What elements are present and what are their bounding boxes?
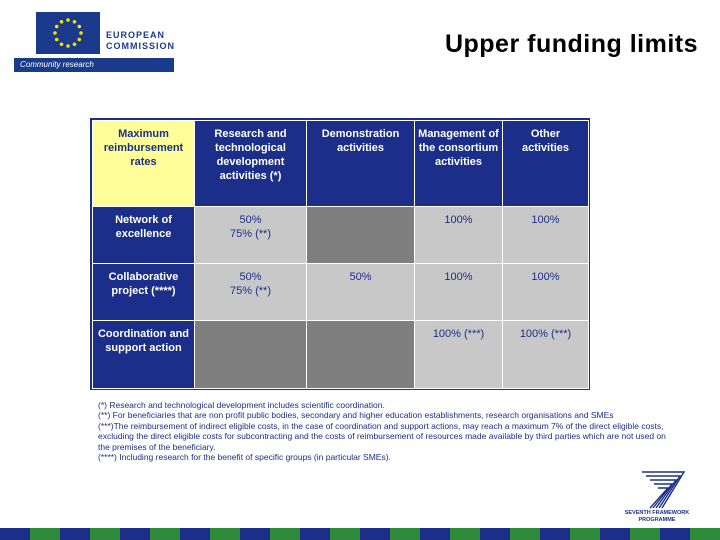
- table-corner-header: Maximum reimbursement rates: [93, 121, 195, 207]
- slide-title: Upper funding limits: [444, 30, 698, 58]
- footer-stripe: [660, 528, 690, 540]
- footer-stripe: [150, 528, 180, 540]
- eu-star-icon: [53, 31, 57, 35]
- table-cell: 50%: [307, 264, 415, 321]
- footnote: (**) For beneficiaries that are non profit public bodies, secondary and higher education establishments, research organisations and SMEs: [98, 410, 614, 421]
- footer-stripe: [450, 528, 480, 540]
- table-cell: 100%: [415, 264, 503, 321]
- table-cell: 100%: [503, 207, 589, 264]
- eu-star-icon: [55, 38, 59, 42]
- footer-stripe: [60, 528, 90, 540]
- column-header-demonstration: Demonstration activities: [307, 121, 415, 207]
- row-header-collaborative-project: Collaborative project (****): [93, 264, 195, 321]
- eu-star-icon: [66, 44, 70, 48]
- footer-stripe: [90, 528, 120, 540]
- eu-star-icon: [77, 38, 81, 42]
- eu-star-icon: [79, 31, 83, 35]
- eu-flag-icon: [36, 12, 100, 54]
- table-cell: 50% 75% (**): [195, 264, 307, 321]
- table-cell: 100% (***): [415, 321, 503, 389]
- column-header-other: Other activities: [503, 121, 589, 207]
- footer-stripe: [600, 528, 630, 540]
- footer-stripe: [540, 528, 570, 540]
- footer-stripe: [360, 528, 390, 540]
- footer-stripe: [0, 528, 30, 540]
- footer-stripe: [330, 528, 360, 540]
- footnote: (*) Research and technological development includes scientific coordination.: [98, 400, 385, 410]
- table-cell: 50% 75% (**): [195, 207, 307, 264]
- table-cell-empty: [307, 207, 415, 264]
- footer-stripe: [210, 528, 240, 540]
- logo-strip-community-research: Community research: [14, 58, 174, 72]
- table-cell-empty: [195, 321, 307, 389]
- column-header-rtd: Research and technological development activities (*): [195, 121, 307, 207]
- logo-text-commission: COMMISSION: [106, 41, 176, 51]
- footer-stripe: [240, 528, 270, 540]
- footer-stripe: [510, 528, 540, 540]
- footer-stripe: [570, 528, 600, 540]
- table-cell: 100%: [503, 264, 589, 321]
- eu-star-icon: [60, 42, 64, 46]
- footer-stripe: [390, 528, 420, 540]
- footer-stripe: [420, 528, 450, 540]
- funding-limits-table: [90, 118, 590, 390]
- footer-stripe: [630, 528, 660, 540]
- footnote: (***)The reimbursement of indirect eligible costs, in the case of coordination and support actions, may reach a maximum 7% of the direct eligible costs, excluding the direct eligible costs for subcontracting and the costs of reimbursement of resources made available by third parties which are not used on the premises of the beneficiary.: [98, 420, 666, 452]
- table-cell: 100% (***): [503, 321, 589, 389]
- eu-star-icon: [73, 42, 77, 46]
- footer-stripe: [120, 528, 150, 540]
- footer-stripe: [690, 528, 720, 540]
- fp7-seven-icon: [622, 466, 692, 510]
- footer-stripe: [480, 528, 510, 540]
- row-header-coordination-support: Coordination and support action: [93, 321, 195, 389]
- table-cell: 100%: [415, 207, 503, 264]
- eu-star-icon: [60, 20, 64, 24]
- eu-star-icon: [77, 25, 81, 29]
- logo-text-european: EUROPEAN: [106, 30, 166, 40]
- table-cell-empty: [307, 321, 415, 389]
- footnote: (****) Including research for the benefit of specific groups (in particular SMEs).: [98, 452, 391, 463]
- footer-stripe: [180, 528, 210, 540]
- eu-star-icon: [73, 20, 77, 24]
- eu-star-icon: [66, 18, 70, 22]
- eu-star-icon: [55, 25, 59, 29]
- row-header-network-of-excellence: Network of excellence: [93, 207, 195, 264]
- footer-stripe: [30, 528, 60, 540]
- footer-stripe: [270, 528, 300, 540]
- footer-color-bar: [0, 528, 720, 540]
- footer-stripe: [300, 528, 330, 540]
- fp7-label: SEVENTH FRAMEWORK PROGRAMME: [624, 510, 690, 523]
- column-header-management: Management of the consortium activities: [415, 121, 503, 207]
- fp7-logo: [622, 466, 692, 524]
- european-commission-logo: [14, 8, 176, 69]
- footnotes: [98, 400, 668, 462]
